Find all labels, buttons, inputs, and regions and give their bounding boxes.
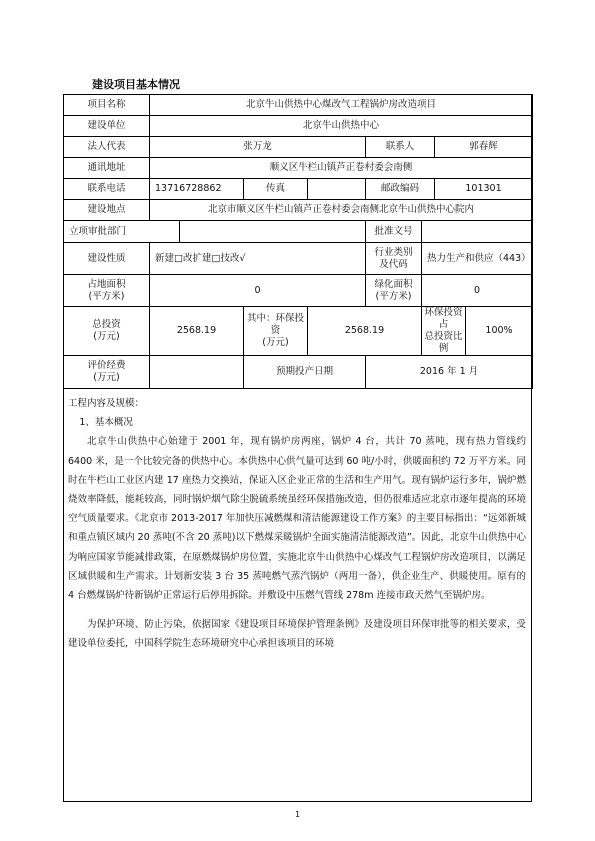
row-investment	[64, 307, 533, 356]
eval-fee-label-line-2: (万元)	[93, 372, 120, 383]
phone-label: 联系电话	[64, 179, 150, 200]
green-area-label-line-2: (平方米)	[375, 290, 412, 302]
nature-value: 新建□改扩建□技改√	[150, 243, 366, 275]
builder-label: 建设单位	[64, 116, 150, 137]
fax-value	[308, 179, 366, 200]
green-area-label	[366, 275, 422, 307]
postcode-value: 101301	[435, 179, 533, 200]
env-invest-label-line-1: 其中：环保投资	[246, 313, 304, 336]
row-approval	[64, 221, 533, 243]
postcode-label: 邮政编码	[366, 179, 435, 200]
land-area-label-line-2: (平方米)	[88, 290, 125, 302]
site-label: 建设地点	[64, 200, 150, 221]
paragraph-approval: 为保护环境、防止污染，依据国家《建设项目环境保护管理条例》及建设项目环保审批等的相关要求，受建设单位委托，中国科学院生态环境研究中心承担该项目的环境	[68, 619, 526, 650]
env-ratio-label-line-2: 总投资比例	[424, 331, 463, 354]
row-site	[64, 200, 533, 221]
project-name-label: 项目名称	[64, 95, 150, 116]
industry-label	[366, 243, 422, 275]
env-invest-label-line-2: (万元)	[262, 337, 289, 348]
row-builder	[64, 116, 533, 137]
eval-fee-value	[150, 356, 244, 389]
site-value: 北京市顺义区牛栏山镇芦正卷村委会南侧北京牛山供热中心院内	[150, 200, 533, 221]
contact-value: 郭春辉	[435, 137, 533, 158]
env-ratio-value: 100%	[466, 307, 533, 356]
row-nature	[64, 243, 533, 275]
env-ratio-label	[422, 307, 466, 356]
row-eval-fee	[64, 356, 533, 389]
row-address	[64, 158, 533, 179]
project-info-table	[63, 94, 533, 389]
phone-value: 13716728862	[150, 179, 244, 200]
row-area	[64, 275, 533, 307]
land-area-label	[64, 275, 150, 307]
address-value: 顺义区牛栏山镇芦正卷村委会南侧	[150, 158, 533, 179]
green-area-label-line-1: 绿化面积	[374, 278, 413, 290]
fax-label: 传真	[244, 179, 308, 200]
industry-label-line-2: 及代码	[379, 258, 408, 270]
approval-no-label: 批准文号	[366, 221, 422, 243]
total-invest-label-line-1: 总投资	[92, 319, 121, 330]
start-date-value: 2016 年 1 月	[366, 356, 533, 389]
eval-fee-label	[64, 356, 150, 389]
legal-rep-label: 法人代表	[64, 137, 150, 158]
content-heading: 工程内容及规模：	[68, 398, 145, 409]
industry-label-line-1: 行业类别	[374, 246, 413, 258]
env-ratio-label-line-1: 环保投资占	[424, 307, 463, 330]
approval-dept-value	[180, 221, 366, 243]
row-phone	[64, 179, 533, 200]
env-invest-value: 2568.19	[308, 307, 422, 356]
page-number: 1	[294, 810, 301, 819]
section-title: 建设项目基本情况	[92, 78, 180, 91]
paragraph-overview: 北京牛山供热中心始建于 2001 年，现有锅炉房两座，锅炉 4 台，共计 70 蒸吨，现有热力管线约 6400 米，是一个比较完备的供热中心。本供热中心供气量可达到 60 吨/小时，供暖面积约 72 万平方米。同时在牛栏山工业区内建 17 座热力交换站，保证入区企业正常的生活和生产用气。现有锅炉运行多年，锅炉燃烧效率降低，能耗较高，同时锅炉烟气除尘脱硫系统虽经环保措施改造，但仍很难适应北京市逐年提高的环境空气质量要求。《北京市 2013-2017 年加快压减燃煤和清洁能源建设工作方案》的主要目标指出：“远郊新城和重点镇区域内 20 蒸吨(不含 20 蒸吨)以下燃煤采暖锅炉全面实施清洁能源改造”。因此，北京牛山供热中心为响应国家节能减排政策，在原燃煤锅炉房位置，实施北京牛山供热中心煤改气工程锅炉房改造项目，以满足区域供暖和生产需求。计划新安装 3 台 35 蒸吨燃气蒸汽锅炉（两用一备），供企业生产、供暖使用。原有的 4 台燃煤锅炉待新锅炉正常运行后停用拆除。并敷设中压燃气管线 278m 连接市政天然气至锅炉房。	[68, 436, 526, 602]
start-date-label: 预期投产日期	[244, 356, 366, 389]
legal-rep-value: 张万龙	[150, 137, 366, 158]
total-invest-value: 2568.19	[150, 307, 244, 356]
land-area-label-line-1: 占地面积	[87, 278, 126, 290]
contact-label: 联系人	[366, 137, 435, 158]
green-area-value: 0	[422, 275, 533, 307]
land-area-value: 0	[150, 275, 366, 307]
overview-heading: 1、基本概况	[79, 417, 133, 429]
nature-label: 建设性质	[64, 243, 150, 275]
approval-dept-label: 立项审批部门	[64, 221, 180, 243]
approval-no-value	[422, 221, 533, 243]
env-invest-label	[244, 307, 308, 356]
address-label: 通讯地址	[64, 158, 150, 179]
row-legal-rep	[64, 137, 533, 158]
builder-value: 北京牛山供热中心	[150, 116, 533, 137]
total-invest-label	[64, 307, 150, 356]
row-project-name	[64, 95, 533, 116]
eval-fee-label-line-1: 评价经费	[87, 360, 126, 371]
total-invest-label-line-2: (万元)	[93, 331, 120, 342]
industry-value: 热力生产和供应（443）	[422, 243, 533, 275]
project-description	[68, 394, 526, 654]
project-name-value: 北京牛山供热中心煤改气工程锅炉房改造项目	[150, 95, 533, 116]
